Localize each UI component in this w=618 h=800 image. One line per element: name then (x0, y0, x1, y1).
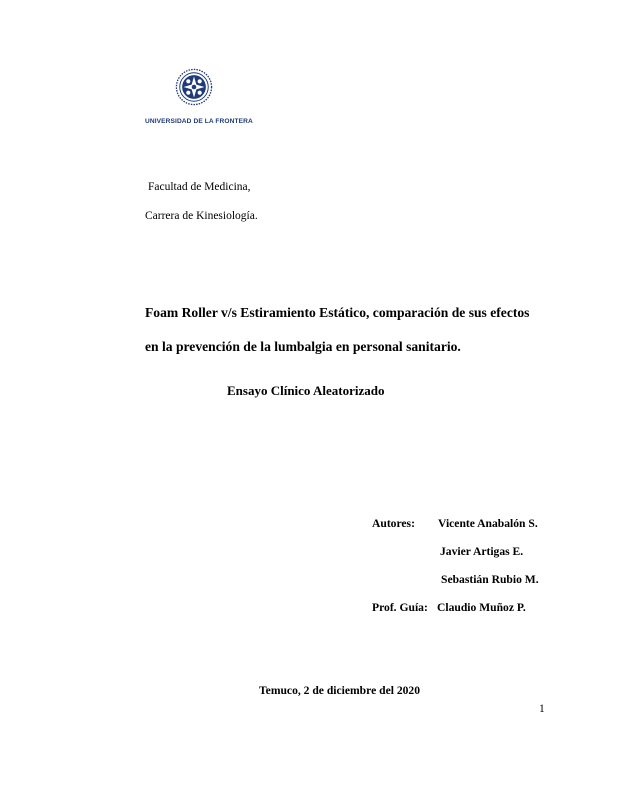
place-date-text: Temuco, 2 de diciembre del 2020 (259, 684, 421, 697)
faculty-text: Facultad de Medicina, (148, 181, 251, 193)
career-text: Carrera de Kinesiología. (145, 210, 258, 222)
guide-label: Prof. Guía: (372, 601, 428, 614)
authors-label: Autores: (372, 517, 415, 530)
author-name-2: Javier Artigas E. (440, 545, 524, 558)
guide-name: Claudio Muñoz P. (437, 601, 526, 614)
author-name-3: Sebastián Rubio M. (441, 573, 539, 586)
author-name-1: Vicente Anabalón S. (438, 517, 538, 530)
title-line-2: en la prevención de la lumbalgia en personal sanitario. (145, 339, 461, 354)
university-seal-icon (175, 68, 213, 106)
university-logo (145, 68, 253, 125)
title-line-1: Foam Roller v/s Estiramiento Estático, comparación de sus efectos (145, 305, 530, 320)
page-number: 1 (539, 703, 545, 715)
university-name: UNIVERSIDAD DE LA FRONTERA (145, 118, 253, 125)
study-type-subtitle: Ensayo Clínico Aleatorizado (227, 383, 385, 398)
